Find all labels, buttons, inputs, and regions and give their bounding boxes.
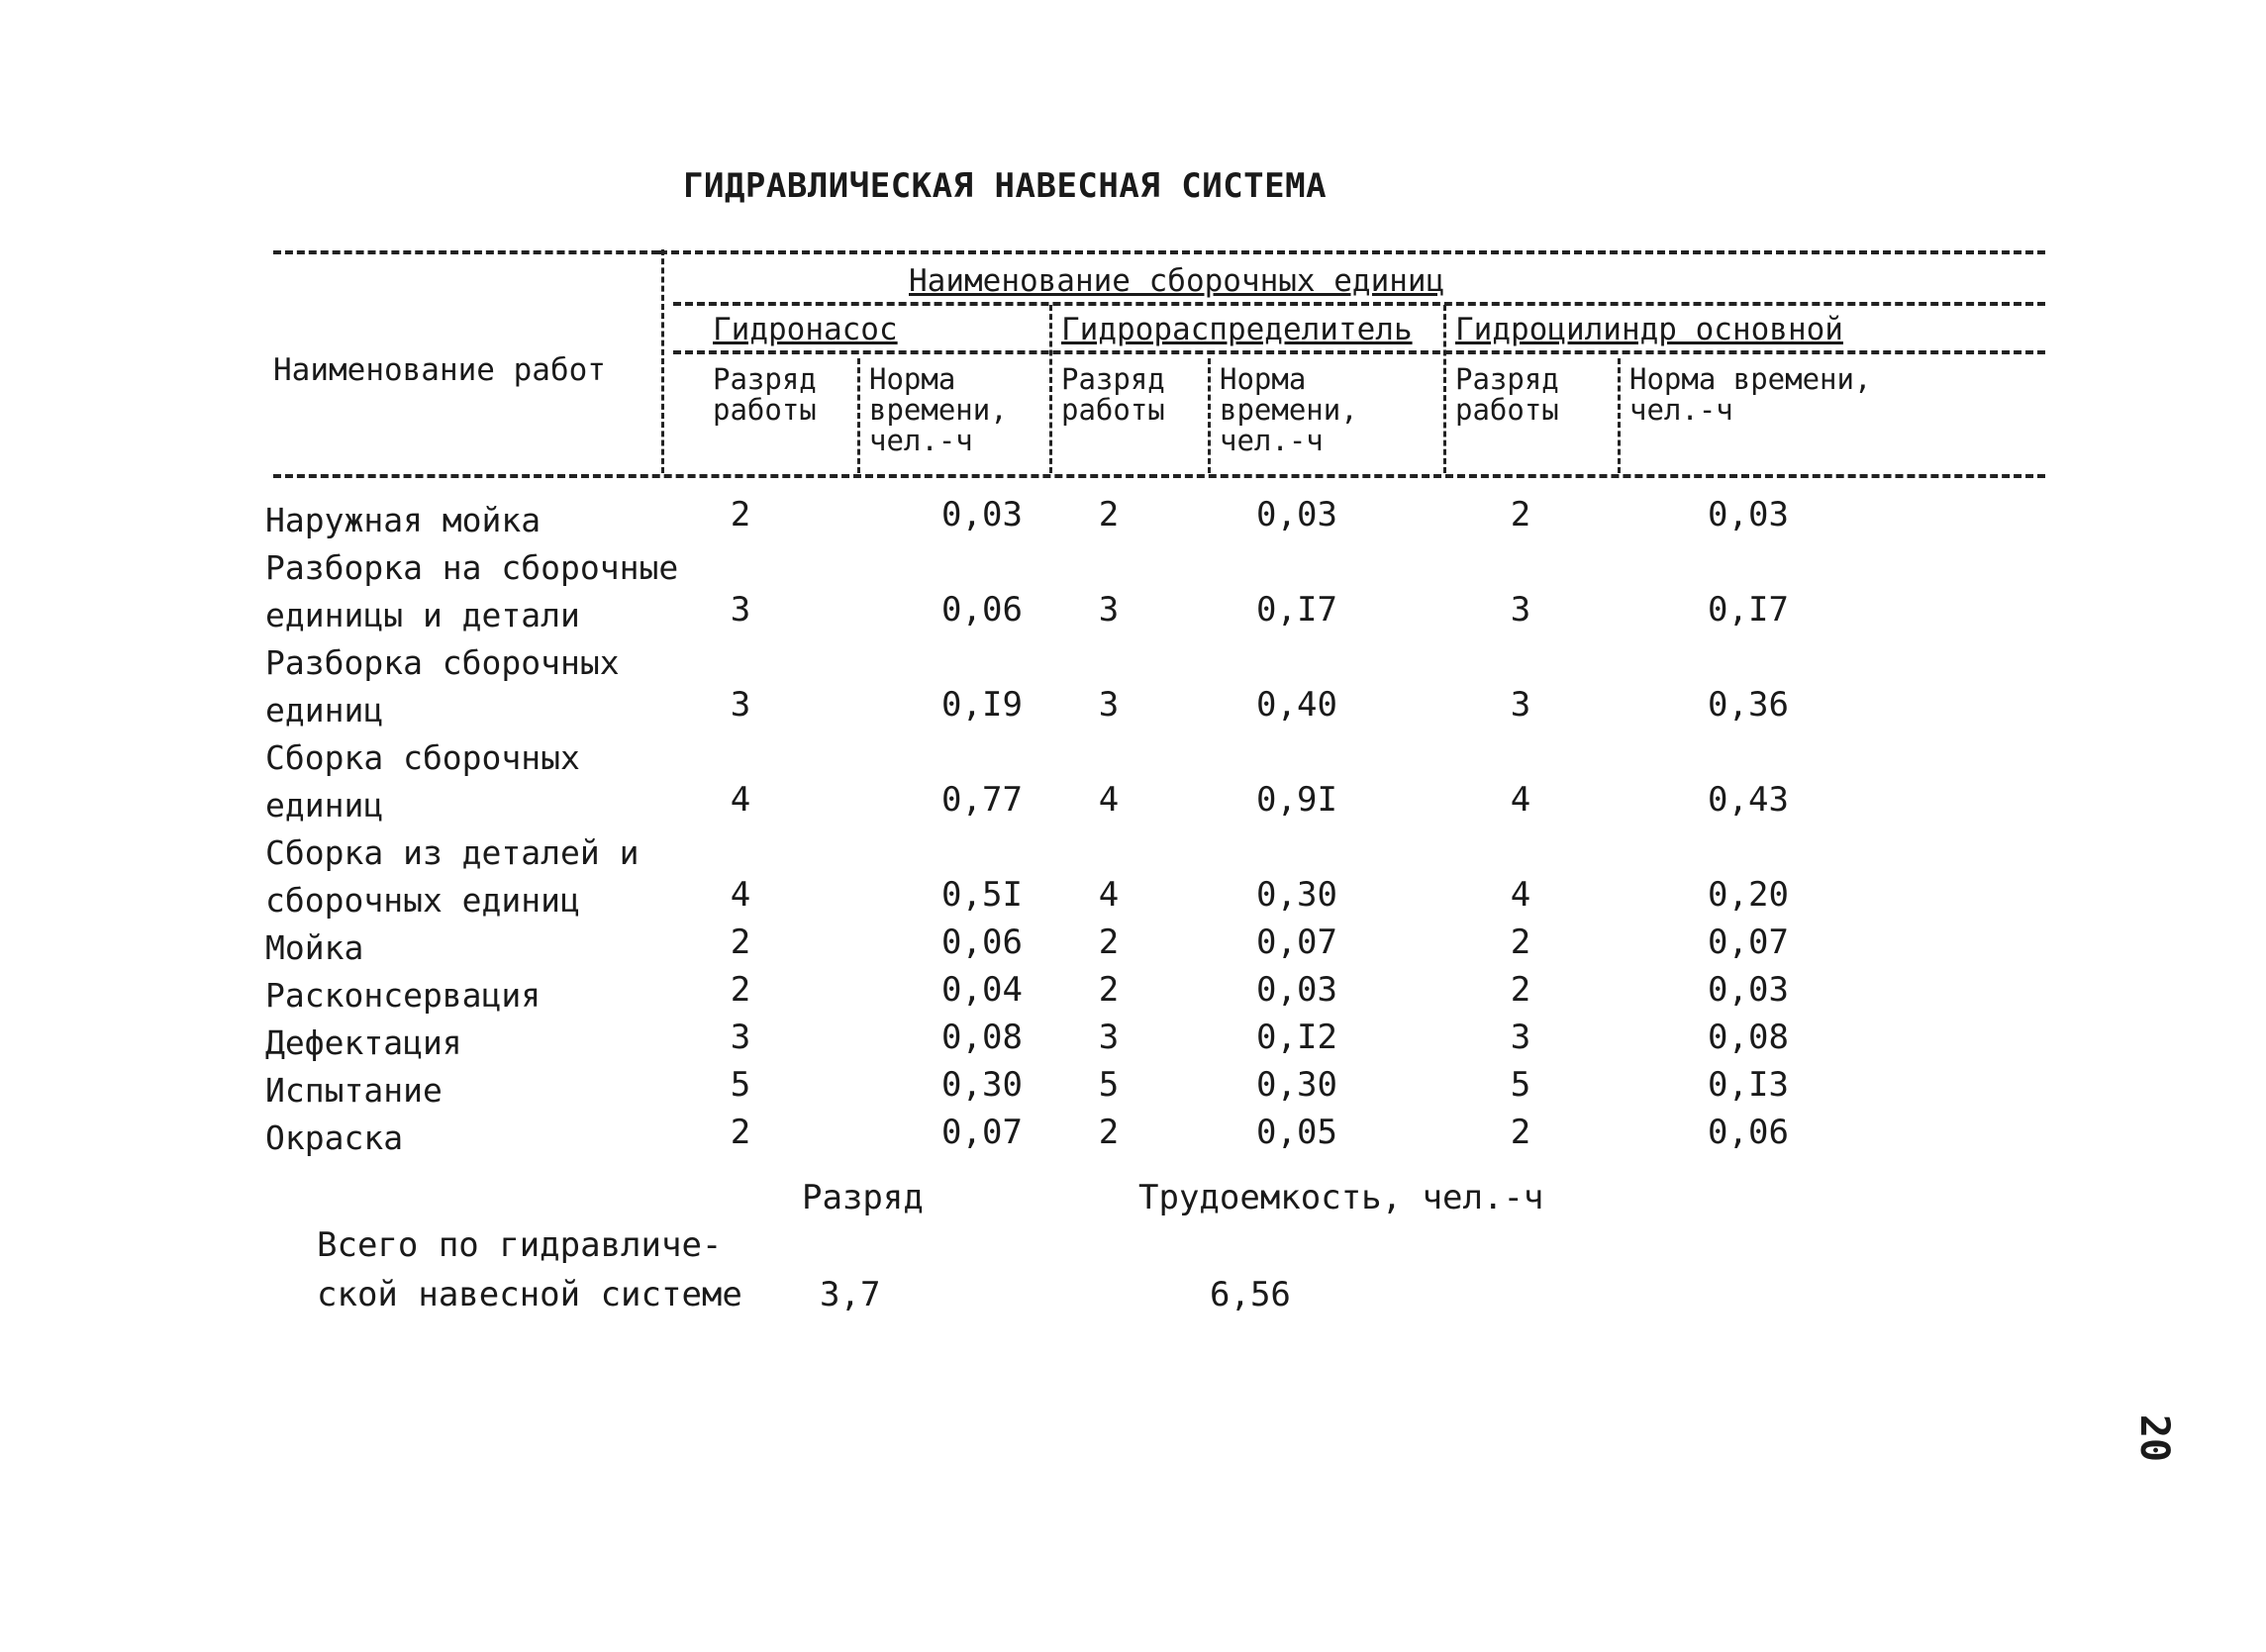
norm-cell: 0,I9 xyxy=(941,685,1023,725)
cylinder-rank-header: Разряд работы xyxy=(1455,362,1559,427)
work-name: Дефектация xyxy=(265,1023,462,1062)
rank-cell: 4 xyxy=(1510,780,1531,820)
summary-rank-value: 3,7 xyxy=(820,1275,881,1314)
rank-cell: 4 xyxy=(1510,875,1531,915)
work-name: Разборка на сборочные xyxy=(265,548,679,587)
summary-total-label-line1: Всего по гидравличе- xyxy=(317,1225,723,1265)
norm-cell: 0,03 xyxy=(1256,970,1337,1010)
page-title: ГИДРАВЛИЧЕСКАЯ НАВЕСНАЯ СИСТЕМА xyxy=(683,166,1328,206)
work-name: Испытание xyxy=(265,1071,443,1110)
summary-labor-value: 6,56 xyxy=(1210,1275,1291,1314)
rank-cell: 3 xyxy=(730,1018,751,1057)
rank-cell: 5 xyxy=(730,1065,751,1105)
rank-cell: 2 xyxy=(1510,970,1531,1010)
norm-cell: 0,I7 xyxy=(1256,590,1337,630)
norm-cell: 0,20 xyxy=(1708,875,1789,915)
rank-cell: 3 xyxy=(730,590,751,630)
rank-cell: 2 xyxy=(1098,923,1120,962)
norm-cell: 0,04 xyxy=(941,970,1023,1010)
norm-cell: 0,9I xyxy=(1256,780,1337,820)
work-name: Сборка из деталей и xyxy=(265,833,640,872)
work-name: Мойка xyxy=(265,928,364,967)
header-vline-5 xyxy=(1618,358,1621,473)
summary-total-label-line2: ской навесной системе xyxy=(317,1275,742,1314)
rank-cell: 2 xyxy=(730,495,751,534)
work-name: единиц xyxy=(265,786,384,825)
summary-labor-label: Трудоемкость, чел.-ч xyxy=(1138,1178,1544,1217)
work-name: единицы и детали xyxy=(265,596,580,634)
norm-cell: 0,I7 xyxy=(1708,590,1789,630)
norm-cell: 0,05 xyxy=(1256,1113,1337,1152)
work-name: Окраска xyxy=(265,1118,404,1157)
rank-cell: 3 xyxy=(1098,590,1120,630)
header-bottom-rule xyxy=(273,474,2045,478)
rank-cell: 2 xyxy=(1098,970,1120,1010)
rank-cell: 2 xyxy=(1510,1113,1531,1152)
norm-cell: 0,30 xyxy=(941,1065,1023,1105)
rank-cell: 3 xyxy=(1510,685,1531,725)
unit-name-distributor: Гидрораспределитель xyxy=(1061,312,1413,347)
header-vline-3 xyxy=(1208,358,1211,473)
norm-cell: 0,03 xyxy=(941,495,1023,534)
work-name: Наружная мойка xyxy=(265,501,542,539)
summary-rank-label: Разряд xyxy=(802,1178,924,1217)
rank-cell: 2 xyxy=(1098,1113,1120,1152)
rank-cell: 2 xyxy=(730,970,751,1010)
norm-cell: 0,08 xyxy=(1708,1018,1789,1057)
norm-cell: 0,30 xyxy=(1256,875,1337,915)
header-top-rule-right xyxy=(659,250,2045,254)
rank-cell: 3 xyxy=(1510,1018,1531,1057)
norm-cell: 0,77 xyxy=(941,780,1023,820)
rank-cell: 4 xyxy=(730,780,751,820)
rank-cell: 4 xyxy=(1098,875,1120,915)
rank-cell: 2 xyxy=(730,923,751,962)
header-vline-4 xyxy=(1443,305,1446,473)
norm-cell: 0,03 xyxy=(1708,970,1789,1010)
rank-cell: 3 xyxy=(730,685,751,725)
header-units: Наименование сборочных единиц xyxy=(909,263,1445,299)
norm-cell: 0,06 xyxy=(1708,1113,1789,1152)
distributor-norm-header: Норма времени, чел.-ч xyxy=(1220,362,1358,457)
header-vline-work xyxy=(661,249,664,473)
norm-cell: 0,07 xyxy=(1256,923,1337,962)
norm-cell: 0,I2 xyxy=(1256,1018,1337,1057)
rank-cell: 3 xyxy=(1510,590,1531,630)
norm-cell: 0,40 xyxy=(1256,685,1337,725)
header-work: Наименование работ xyxy=(273,352,606,388)
rank-cell: 2 xyxy=(1510,495,1531,534)
norm-cell: 0,07 xyxy=(941,1113,1023,1152)
rank-cell: 4 xyxy=(1098,780,1120,820)
unit-name-pump: Гидронасос xyxy=(713,312,898,347)
rank-cell: 2 xyxy=(1510,923,1531,962)
page-number: 20 xyxy=(2131,1413,2178,1463)
pump-norm-header: Норма времени, чел.-ч xyxy=(869,362,1008,457)
work-name: единиц xyxy=(265,691,384,729)
rank-cell: 2 xyxy=(730,1113,751,1152)
norm-cell: 0,08 xyxy=(941,1018,1023,1057)
norm-cell: 0,30 xyxy=(1256,1065,1337,1105)
norm-cell: 0,36 xyxy=(1708,685,1789,725)
rank-cell: 5 xyxy=(1510,1065,1531,1105)
rank-cell: 4 xyxy=(730,875,751,915)
header-units-rule xyxy=(673,302,2045,306)
rank-cell: 3 xyxy=(1098,1018,1120,1057)
norm-cell: 0,I3 xyxy=(1708,1065,1789,1105)
rank-cell: 2 xyxy=(1098,495,1120,534)
norm-cell: 0,06 xyxy=(941,923,1023,962)
unit-name-cylinder: Гидроцилиндр основной xyxy=(1455,312,1843,347)
header-subunits-rule xyxy=(673,350,2045,354)
cylinder-norm-header: Норма времени, чел.-ч xyxy=(1629,362,1872,427)
norm-cell: 0,5I xyxy=(941,875,1023,915)
norm-cell: 0,06 xyxy=(941,590,1023,630)
work-name: Сборка сборочных xyxy=(265,738,580,777)
distributor-rank-header: Разряд работы xyxy=(1061,362,1165,427)
header-vline-1 xyxy=(857,358,860,473)
work-name: Расконсервация xyxy=(265,976,542,1015)
norm-cell: 0,43 xyxy=(1708,780,1789,820)
norm-cell: 0,03 xyxy=(1708,495,1789,534)
work-name: Разборка сборочных xyxy=(265,643,620,682)
header-top-rule-left xyxy=(273,250,659,254)
norm-cell: 0,03 xyxy=(1256,495,1337,534)
rank-cell: 3 xyxy=(1098,685,1120,725)
header-vline-2 xyxy=(1049,305,1052,473)
pump-rank-header: Разряд работы xyxy=(713,362,817,427)
rank-cell: 5 xyxy=(1098,1065,1120,1105)
work-name: сборочных единиц xyxy=(265,881,580,920)
norm-cell: 0,07 xyxy=(1708,923,1789,962)
